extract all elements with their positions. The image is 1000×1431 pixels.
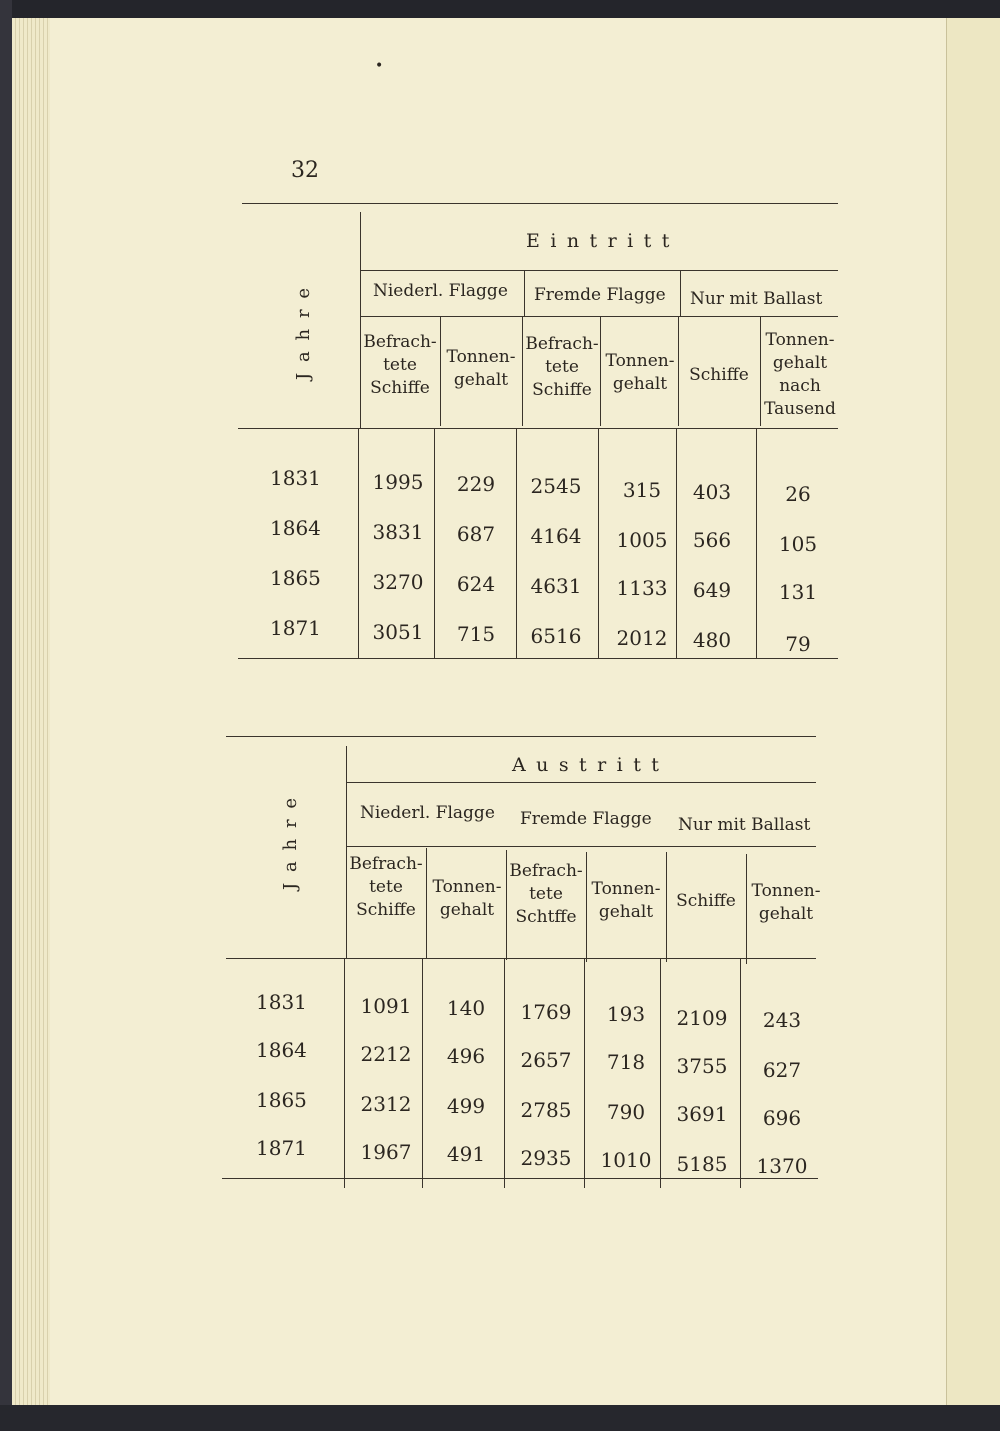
row-year: 1865: [256, 1088, 307, 1112]
column-divider: [600, 316, 601, 426]
year-separator: [346, 746, 347, 958]
group-label: Nur mit Ballast: [678, 815, 811, 835]
cell: 2785: [520, 1098, 572, 1122]
table-title: Eintritt: [526, 230, 680, 252]
cell: 4164: [530, 524, 582, 548]
cell: 3831: [372, 520, 424, 544]
cell: 499: [446, 1094, 486, 1118]
page-number: 32: [291, 158, 319, 183]
cell: 315: [622, 478, 662, 502]
cell: 718: [606, 1050, 646, 1074]
row-year: 1831: [256, 990, 307, 1014]
column-header: Befrach- tete Schtffe: [509, 861, 583, 927]
group-label: Niederl. Flagge: [373, 281, 508, 301]
group-divider: [680, 270, 681, 316]
row-year: 1865: [270, 566, 321, 590]
row-year: 1871: [270, 616, 321, 640]
cell: 1091: [360, 994, 412, 1018]
cell: 2657: [520, 1048, 572, 1072]
cell: 1995: [372, 470, 424, 494]
group-divider: [524, 270, 525, 316]
group-label: Nur mit Ballast: [690, 289, 823, 309]
cell: 649: [692, 578, 732, 602]
year-separator: [360, 212, 361, 428]
cell: 480: [692, 628, 732, 652]
cell: 1005: [616, 528, 668, 552]
group-top-rule: [346, 782, 816, 783]
cell: 1967: [360, 1140, 412, 1164]
group-label: Fremde Flagge: [534, 285, 666, 305]
cell: 790: [606, 1100, 646, 1124]
subheader-rule: [346, 846, 816, 847]
cell: 715: [456, 622, 496, 646]
cell: 496: [446, 1044, 486, 1068]
header-bottom-rule: [226, 958, 816, 959]
cell: 2212: [360, 1042, 412, 1066]
cell: 1370: [756, 1154, 808, 1178]
cell: 2935: [520, 1146, 572, 1170]
column-divider: [666, 852, 667, 962]
column-divider: [678, 316, 679, 426]
page-mark: •: [375, 58, 384, 74]
cell: 2312: [360, 1092, 412, 1116]
column-divider: [426, 848, 427, 958]
body-divider: [598, 428, 599, 658]
cell: 3691: [676, 1102, 728, 1126]
body-divider: [344, 958, 345, 1188]
cell: 1133: [616, 576, 668, 600]
cell: 5185: [676, 1152, 728, 1176]
cell: 566: [692, 528, 732, 552]
column-header: Schiffe: [676, 891, 736, 911]
cell: 243: [762, 1008, 802, 1032]
cell: 79: [785, 632, 811, 656]
book-cover-left: [0, 0, 12, 1431]
group-top-rule: [360, 270, 838, 271]
row-year: 1831: [270, 466, 321, 490]
row-year: 1864: [256, 1038, 307, 1062]
book-cover-top: [0, 0, 1000, 18]
book-cover-bottom: [0, 1405, 1000, 1431]
cell: 105: [778, 532, 818, 556]
column-header: Tonnen- gehalt: [591, 879, 661, 922]
column-header: Befrach- tete Schiffe: [363, 332, 437, 398]
column-header: Tonnen- gehalt: [446, 347, 516, 390]
table-top-rule: [226, 736, 816, 737]
column-divider: [586, 852, 587, 962]
row-year: 1871: [256, 1136, 307, 1160]
column-header: Schiffe: [689, 365, 749, 385]
cell: 1010: [600, 1148, 652, 1172]
table-title: Austritt: [512, 754, 670, 776]
cell: 4631: [530, 574, 582, 598]
table-top-rule: [242, 203, 838, 204]
column-divider: [522, 316, 523, 426]
column-header: Befrach- tete Schiffe: [349, 854, 423, 920]
header-bottom-rule: [238, 428, 838, 429]
column-divider: [506, 850, 507, 960]
cell: 131: [778, 580, 818, 604]
table-bottom-rule: [222, 1178, 818, 1179]
cell: 3755: [676, 1054, 728, 1078]
cell: 624: [456, 572, 496, 596]
cell: 491: [446, 1142, 486, 1166]
subheader-rule: [360, 316, 838, 317]
column-header: Tonnen- gehalt: [432, 877, 502, 920]
cell: 627: [762, 1058, 802, 1082]
facing-page-edge: [946, 18, 1000, 1413]
cell: 2545: [530, 474, 582, 498]
year-column-header: Jahre: [293, 277, 314, 380]
column-header: Tonnen- gehalt: [605, 351, 675, 394]
body-divider: [756, 428, 757, 658]
cell: 229: [456, 472, 496, 496]
column-header: Tonnen- gehalt nach Tausend: [764, 330, 836, 419]
group-label: Niederl. Flagge: [360, 803, 495, 823]
column-header: Tonnen- gehalt: [751, 881, 821, 924]
cell: 696: [762, 1106, 802, 1130]
cell: 3051: [372, 620, 424, 644]
table-bottom-rule: [238, 658, 838, 659]
cell: 403: [692, 480, 732, 504]
group-label: Fremde Flagge: [520, 809, 652, 829]
row-year: 1864: [270, 516, 321, 540]
cell: 193: [606, 1002, 646, 1026]
page-edges: [12, 18, 52, 1408]
column-header: Befrach- tete Schiffe: [525, 334, 599, 400]
cell: 3270: [372, 570, 424, 594]
cell: 140: [446, 996, 486, 1020]
cell: 26: [785, 482, 811, 506]
cell: 2012: [616, 626, 668, 650]
cell: 687: [456, 522, 496, 546]
cell: 1769: [520, 1000, 572, 1024]
cell: 6516: [530, 624, 582, 648]
cell: 2109: [676, 1006, 728, 1030]
year-column-header: Jahre: [280, 787, 301, 890]
column-divider: [440, 316, 441, 426]
book-page: [50, 18, 946, 1406]
